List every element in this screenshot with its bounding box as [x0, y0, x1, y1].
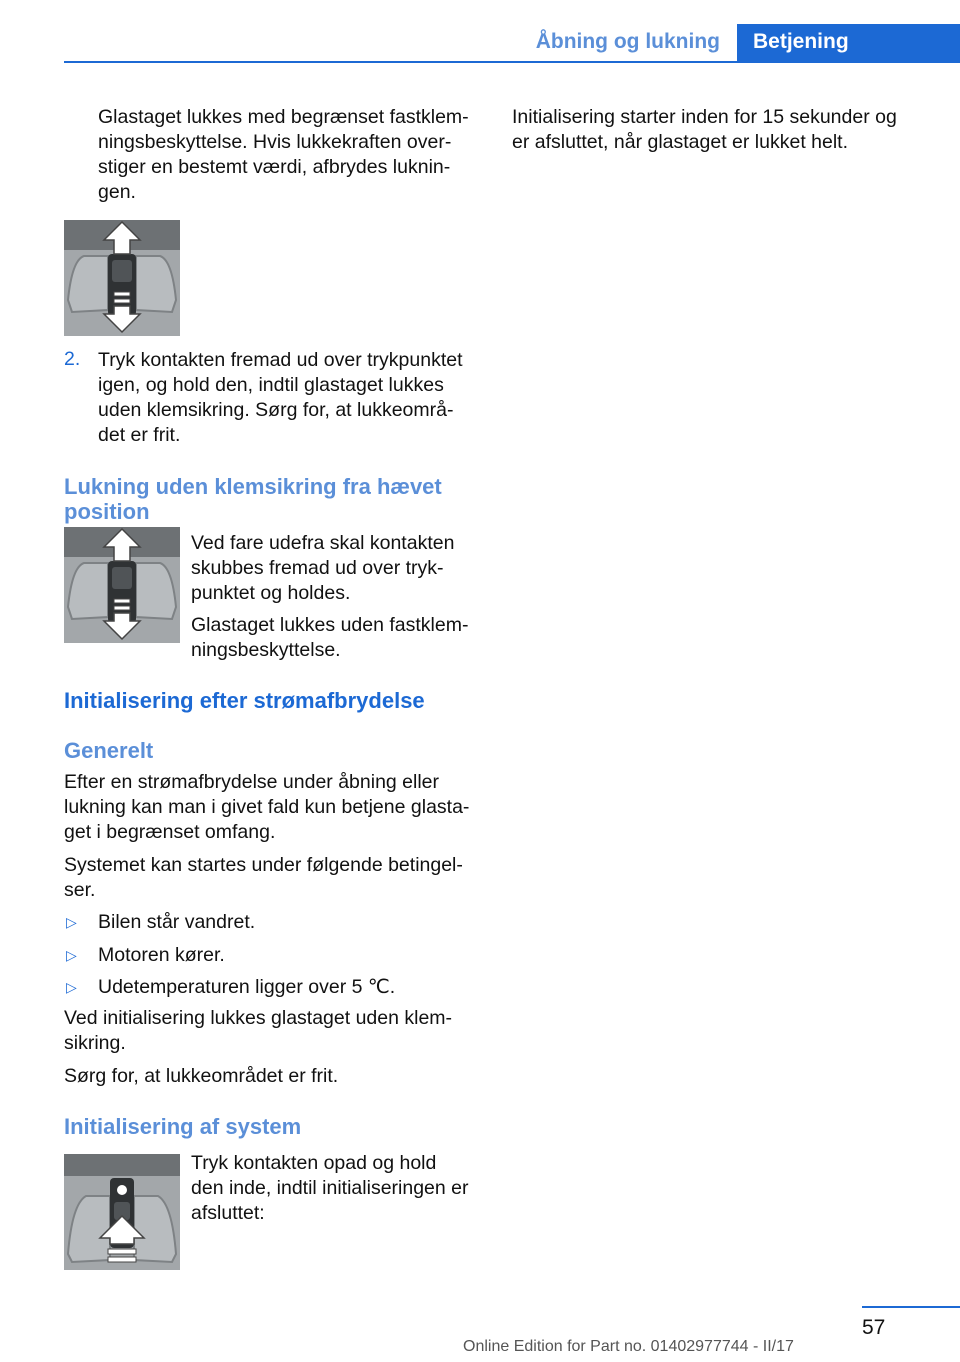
- heading-lukning: [64, 474, 442, 524]
- text-line: Efter en strømafbrydelse under åbning eller: [64, 771, 440, 793]
- text-line: ningsbeskyttelse. Hvis lukkekraften over-: [98, 131, 452, 153]
- text-line: Glastaget lukkes med begrænset fastklem-: [98, 106, 469, 128]
- text-line: Ved initialisering lukkes glastaget uden klem-: [64, 1007, 453, 1029]
- text-line: Tryk kontakten opad og hold: [191, 1152, 437, 1174]
- page-number: 57: [862, 1316, 886, 1339]
- text-line: afsluttet:: [191, 1202, 265, 1224]
- paragraph-glastaget: [98, 105, 469, 205]
- text-line: ser.: [64, 879, 96, 901]
- triangle-bullet-icon: ▷: [66, 914, 77, 930]
- text-line: igen, og hold den, indtil glastaget lukkes: [98, 374, 444, 396]
- edition-note: Online Edition for Part no. 01402977744 - II/17: [463, 1338, 794, 1355]
- paragraph-system: [64, 853, 463, 903]
- heading-line: Lukning uden klemsikring fra hævet: [64, 474, 442, 499]
- paragraph-fare-2: [191, 613, 468, 663]
- switch-illustration-forward: [64, 220, 180, 336]
- text-line: Tryk kontakten fremad ud over trykpunktet: [98, 349, 463, 371]
- heading-line: position: [64, 499, 150, 524]
- step-2-text: [98, 348, 463, 448]
- paragraph-initialisering-starter: [512, 105, 897, 155]
- heading-initialisering-system: Initialisering af system: [64, 1114, 302, 1139]
- text-line: Systemet kan startes under følgende betingel-: [64, 854, 463, 876]
- footer-rule: [862, 1306, 960, 1308]
- text-line: den inde, indtil initialiseringen er: [191, 1177, 469, 1199]
- chapter-tab-label: Betjening: [753, 30, 849, 53]
- header-rule: [64, 61, 960, 63]
- switch-illustration-danger: [64, 527, 180, 643]
- list-item: Bilen står vandret.: [98, 911, 256, 933]
- heading-initialisering: Initialisering efter strømafbrydelse: [64, 688, 425, 713]
- text-line: Glastaget lukkes uden fastklem-: [191, 614, 469, 636]
- paragraph-efter: [64, 770, 469, 845]
- triangle-bullet-icon: ▷: [66, 947, 77, 963]
- text-line: stiger en bestemt værdi, afbrydes luknin-: [98, 156, 451, 178]
- list-item: Motoren kører.: [98, 944, 225, 966]
- paragraph-fare: [191, 531, 454, 606]
- text-line: gen.: [98, 181, 136, 203]
- text-line: lukning kan man i givet fald kun betjene glasta-: [64, 796, 470, 818]
- step-number: 2.: [64, 348, 81, 370]
- text-line: skubbes fremad ud over tryk-: [191, 557, 444, 579]
- text-line: uden klemsikring. Sørg for, at lukkeområ-: [98, 399, 454, 421]
- paragraph-tryk: [191, 1151, 469, 1226]
- list-item: Udetemperaturen ligger over 5 ℃.: [98, 976, 396, 998]
- text-line: Ved fare udefra skal kontakten: [191, 532, 455, 554]
- text-line: Initialisering starter inden for 15 sekunder og: [512, 106, 897, 128]
- triangle-bullet-icon: ▷: [66, 979, 77, 995]
- text-line: get i begrænset omfang.: [64, 821, 276, 843]
- heading-generelt: Generelt: [64, 738, 154, 763]
- text-line: ningsbeskyttelse.: [191, 639, 341, 661]
- text-line: sikring.: [64, 1032, 126, 1054]
- paragraph-sorg: Sørg for, at lukkeområdet er frit.: [64, 1065, 339, 1087]
- section-title: Åbning og lukning: [535, 30, 720, 53]
- text-line: det er frit.: [98, 424, 181, 446]
- text-line: er afsluttet, når glastaget er lukket helt.: [512, 131, 849, 153]
- paragraph-ved: [64, 1006, 452, 1056]
- text-line: punktet og holdes.: [191, 582, 351, 604]
- switch-illustration-up: [64, 1154, 180, 1270]
- chapter-tab: [737, 24, 960, 63]
